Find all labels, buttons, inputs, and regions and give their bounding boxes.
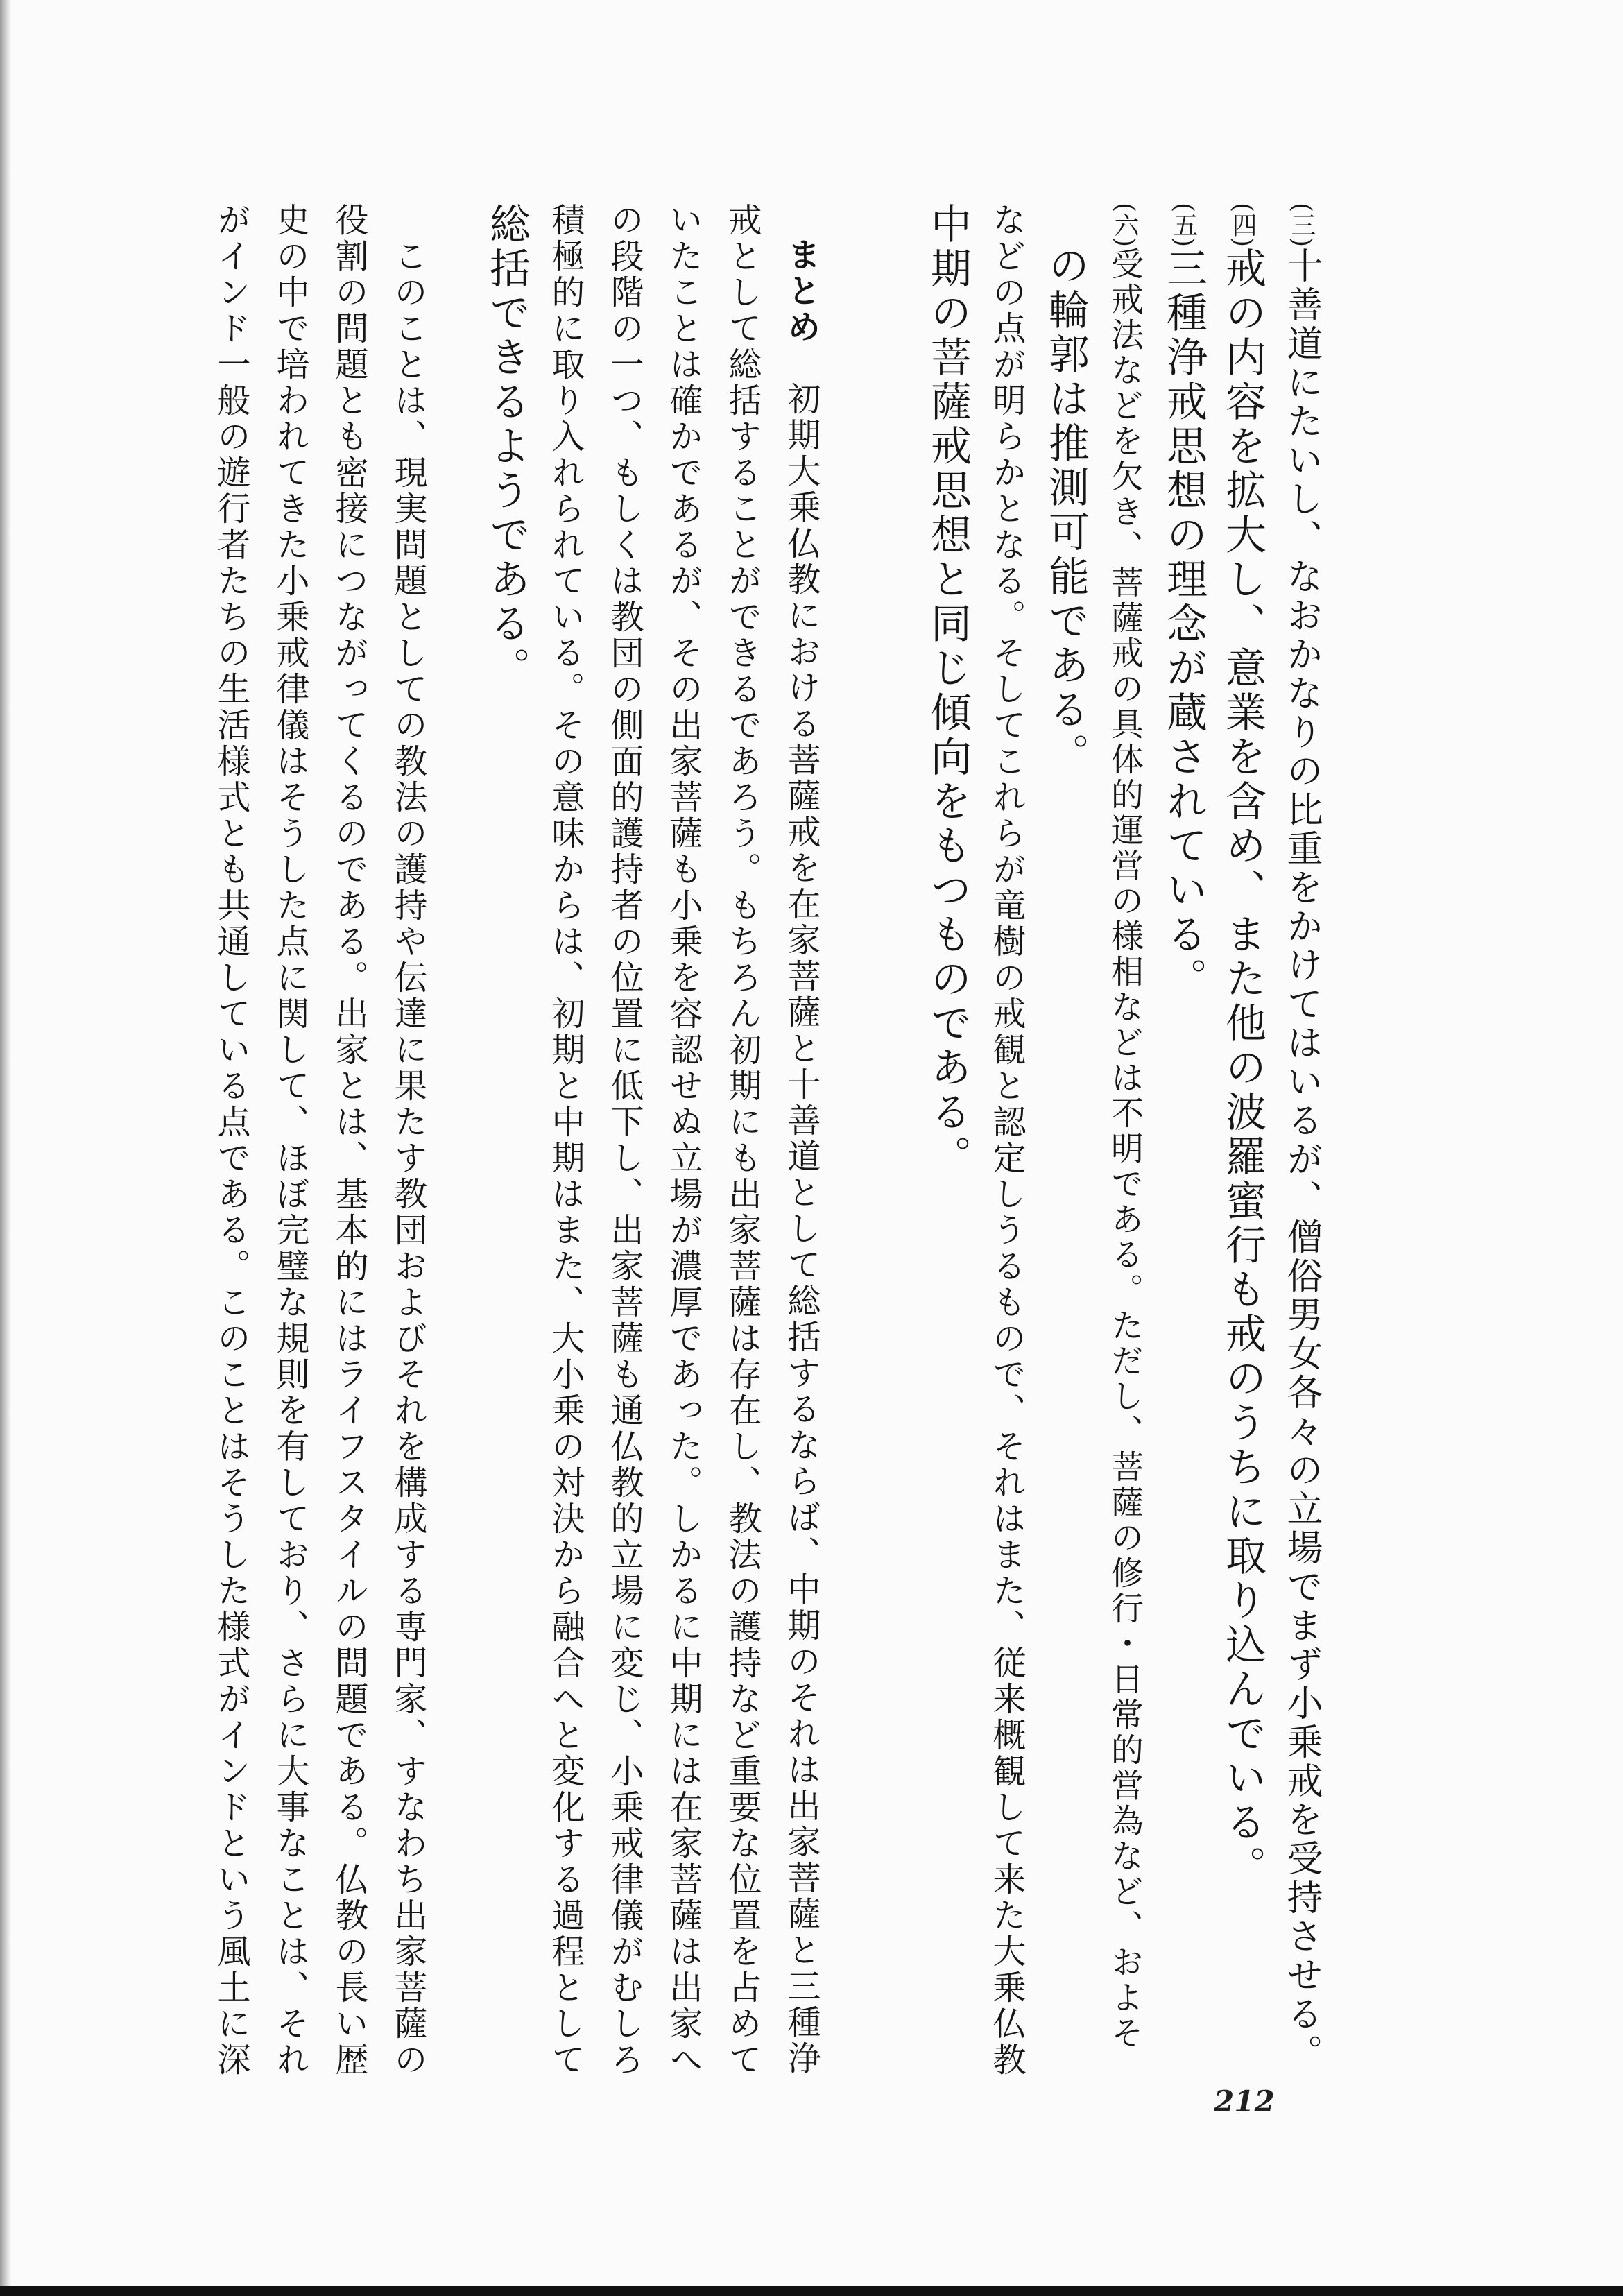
enum-marker: (六) bbox=[1110, 203, 1139, 248]
enum-marker: (五) bbox=[1169, 203, 1198, 248]
bottom-border bbox=[0, 2286, 1623, 2296]
enum-marker: (三) bbox=[1287, 203, 1316, 248]
text-line bbox=[1157, 203, 1210, 1002]
text-line: の段階の一つ、もしくは教団の側面的護持者の位置に低下し、出家菩薩も通仏教的立場に変じ、小乗戒律儀がむしろ bbox=[605, 203, 644, 2078]
line-text bbox=[782, 345, 821, 382]
text-line bbox=[1275, 203, 1328, 2073]
text-line: このことは、現実問題としての教法の護持や伝達に果たす教団およびそれを構成する専門家、すなわち出家菩薩の bbox=[388, 203, 427, 2078]
line-text: 受戒法などを欠き、菩薩戒の具体的運営の様相などは不明である。ただし、菩薩の修行・日常的営為など、およそ bbox=[1106, 247, 1144, 2052]
text-line: などの点が明らかとなる。そしてこれらが竜樹の戒観と認定しうるもので、それはまた、従来概観して来た大乗仏教 bbox=[987, 203, 1026, 2078]
enum-marker: (四) bbox=[1228, 203, 1257, 248]
line-text: 三種浄戒思想の理念が蔵されている。 bbox=[1160, 247, 1208, 1002]
text-line bbox=[1216, 203, 1269, 1890]
line-text: 初期大乗仏教における菩薩戒を在家菩薩と十善道として総括するならば、中期のそれは出家菩薩と三種浄 bbox=[782, 382, 821, 2077]
page-number: 212 bbox=[1214, 2084, 1275, 2118]
text-line bbox=[775, 237, 827, 2077]
line-text: 戒の内容を拡大し、意業を含め、また他の波羅蜜行も戒のうちに取り込んでいる。 bbox=[1219, 247, 1266, 1890]
text-line: 積極的に取り入れられている。その意味からは、初期と中期はまた、大小乗の対決から融合へと変化する過程として bbox=[546, 203, 585, 2078]
line-text: 十善道にたいし、なおかなりの比重をかけてはいるが、僧俗男女各々の立場でまず小乗戒を受持させる。 bbox=[1280, 247, 1322, 2073]
section-heading: まとめ bbox=[782, 237, 821, 345]
text-line: 戒として総括することができるであろう。もちろん初期にも出家菩薩は存在し、教法の護持など重要な位置を占めて bbox=[723, 203, 762, 2078]
scan-edge-shadow bbox=[0, 0, 11, 2296]
text-line: 総括できるようである。 bbox=[483, 203, 531, 691]
text-line: 中期の菩薩戒思想と同じ傾向をもつものである。 bbox=[924, 203, 972, 1179]
text-line: がインド一般の遊行者たちの生活様式とも共通している点である。このことはそうした様式がインドという風土に深 bbox=[212, 203, 250, 2078]
text-line: の輪郭は推測可能である。 bbox=[1042, 244, 1090, 777]
text-line bbox=[1098, 203, 1151, 2051]
text-line: 史の中で培われてきた小乗戒律儀はそうした点に関して、ほぼ完璧な規則を有しており、さらに大事なことは、それ bbox=[270, 203, 309, 2078]
text-line: 役割の問題とも密接につながってくるのである。出家とは、基本的にはライフスタイルの問題である。仏教の長い歴 bbox=[329, 203, 368, 2078]
text-line: いたことは確かであるが、その出家菩薩も小乗を容認せぬ立場が濃厚であった。しかるに中期には在家菩薩は出家へ bbox=[664, 203, 703, 2078]
